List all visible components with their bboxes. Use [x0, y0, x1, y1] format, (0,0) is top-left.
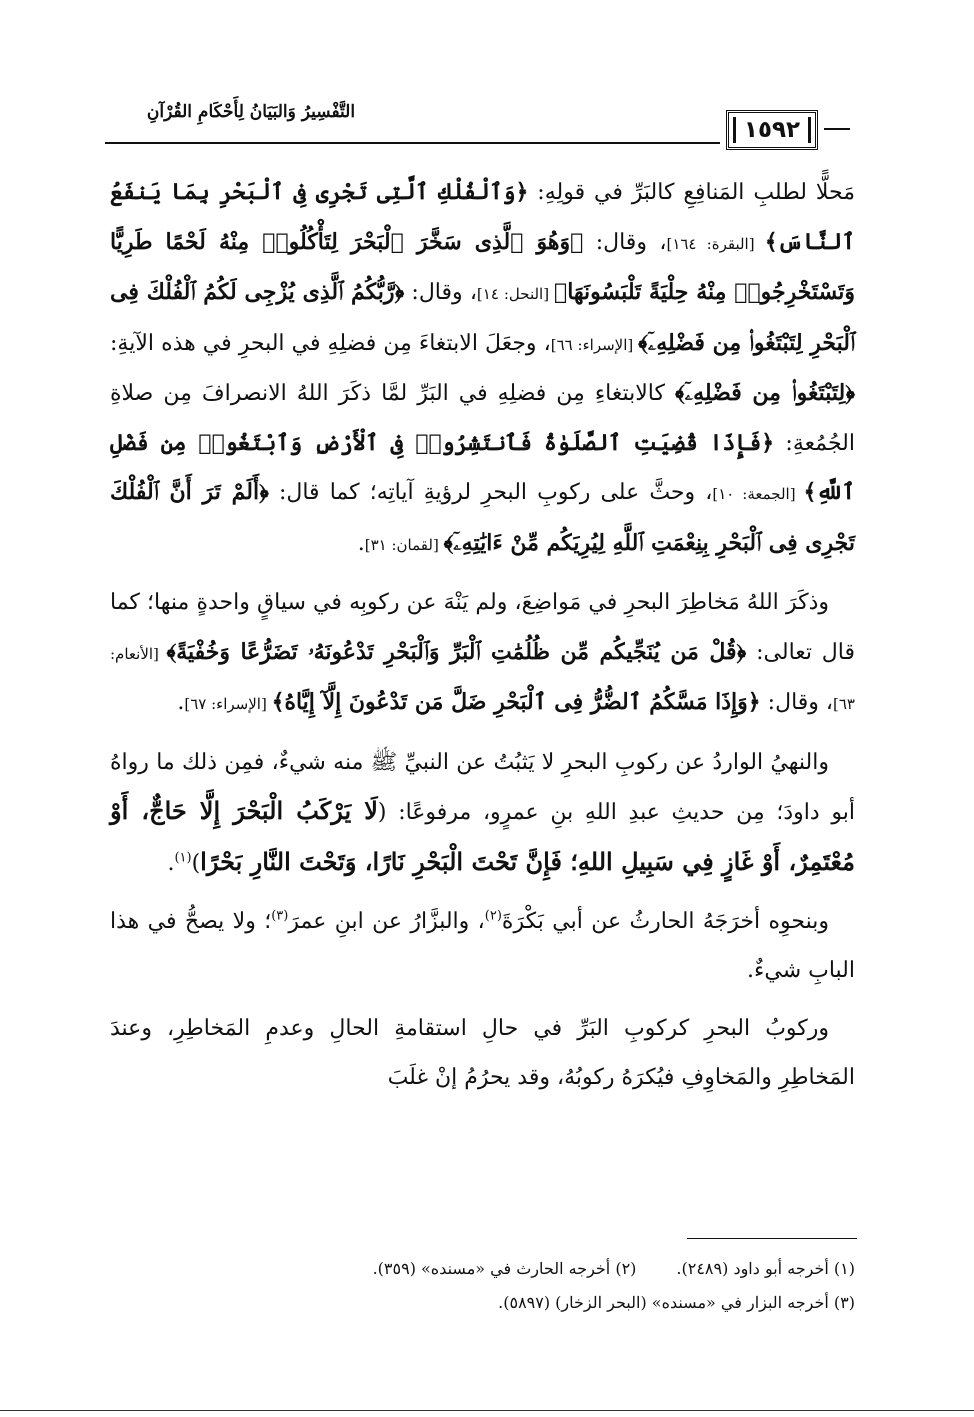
verse-reference: [لقمان: ٣١]: [364, 535, 444, 554]
page-bottom-border: [0, 1410, 974, 1411]
body-text: ، وجعَلَ الابتغاءَ مِن فضلِهِ في البحرِ في هذه الآيةِ:: [110, 330, 551, 356]
hadith-text: لَا يَرْكَبُ الْبَحْرَ إِلَّا حَاجٌّ، أَوْ مُعْتَمِرٌ، أَوْ غَازٍ فِي سَبِيلِ اللهِ؛ فَإِنَّ تَحْتَ الْبَحْرِ نَارًا، وَتَحْتَ النَّارِ بَحْرًا: [110, 796, 855, 876]
header-rule: [105, 142, 720, 144]
footnote-3: (٣) أخرجه البزار في «مسنده» (البحر الزخار) (٥٨٩٧).: [498, 1293, 855, 1312]
quran-verse: ﴿لِتَبْتَغُوا۟ مِن فَضْلِهِۦٓ﴾: [674, 380, 856, 406]
body-text: .: [177, 690, 185, 715]
footnotes: [110, 1252, 855, 1320]
verse-reference: [النحل: ١٤]: [476, 285, 555, 303]
footnote-marker: (٢): [484, 908, 502, 924]
body-text: .: [167, 850, 175, 876]
footnote-marker: (٣): [271, 908, 289, 924]
verse-reference: [الأنعام: ٦٣]: [110, 644, 855, 713]
verse-reference: [البقرة: ١٦٤]: [666, 234, 765, 253]
body-text: وبنحوِه أخرَجَهُ الحارثُ عن أبي بَكْرَةَ: [501, 909, 829, 934]
body-text: مَحلًّا لطلبِ المَنافِعِ كالبَرِّ في قولِهِ:: [528, 180, 855, 205]
paragraph: [110, 1005, 855, 1102]
body-text: وذكَرَ اللهُ مَخاطِرَ البحرِ في مَواضِعَ، ولم يَنْهَ عن ركوبِه في سياقٍ واحدةٍ منها؛ كما قال تعالى:: [110, 590, 856, 665]
body-text: ، والبزَّارُ عن ابنِ عمرَ: [288, 909, 485, 934]
body-text: ): [191, 850, 201, 876]
header-dash: [824, 128, 850, 130]
footnote-1: (١) أخرجه أبو داود (٢٤٨٩).: [676, 1259, 855, 1278]
page-number: ١٥٩٢: [726, 110, 818, 150]
body-text: .: [357, 530, 365, 556]
body-text: والنهيُ الواردُ عن ركوبِ البحرِ لا يَثبُتُ عن النبيِّ ﷺ منه شيءٌ، فمِن ذلك ما رواهُ أبو داودَ؛ مِن حديثِ عبدِ اللهِ بنِ عمرٍو، مرفوعًا: (: [110, 749, 855, 825]
quran-verse: ﴿وَإِذَا مَسَّكُمُ ٱلضُّرُّ فِى ٱلْبَحْرِ ضَلَّ مَن تَدْعُونَ إِلَّآ إِيَّاهُ﴾: [271, 689, 761, 715]
paragraph: [110, 739, 855, 889]
body-text: ؛ ولا يصحُّ في هذا البابِ شيءٌ.: [110, 909, 855, 983]
verse-reference: [الإسراء: ٦٧]: [184, 695, 272, 713]
quran-verse: ﴿قُلْ مَن يُنَجِّيكُم مِّن ظُلُمَٰتِ ٱلْبَرِّ وَٱلْبَحْرِ تَدْعُونَهُۥ تَضَرُّعًا وَخُفْيَةً﴾: [166, 638, 747, 665]
footnote-separator: [687, 1238, 857, 1239]
verse-reference: [الإسراء: ٦٦]: [550, 335, 639, 354]
footnote-2: (٢) أخرجه الحارث في «مسنده» (٣٥٩).: [372, 1259, 637, 1278]
quran-verse: ﴿وَٱلْفُلْكِ ٱلَّتِى تَجْرِى فِى ٱلْبَحْرِ بِمَا يَنفَعُ ٱلنَّاسَ﴾: [110, 179, 855, 255]
paragraph: [110, 898, 855, 995]
body-text: ، وقال:: [760, 690, 834, 715]
quran-verse: ﴿أَلَمْ تَرَ أَنَّ ٱلْفُلْكَ تَجْرِى فِى ٱلْبَحْرِ بِنِعْمَتِ ٱللَّهِ لِيُرِيَكُم مِّنْ ءَايَٰتِهِۦٓ﴾: [110, 479, 855, 556]
quran-verse: ﴿وَهُوَ ٱلَّذِى سَخَّرَ ٱلْبَحْرَ لِتَأْكُلُوا۟ مِنْهُ لَحْمًا طَرِيًّا وَتَسْتَخْرِجُوا۟ مِنْهُ حِلْيَةً تَلْبَسُونَهَا﴾: [110, 228, 855, 305]
footnote-marker: (١): [174, 850, 192, 866]
body-text: ، وقال:: [583, 229, 667, 255]
body-text: ، وحثَّ على ركوبِ البحرِ لرؤيةِ آياتِه؛ كما قال:: [268, 480, 713, 505]
page-header: [105, 96, 850, 156]
body-text: كالابتغاءِ مِن فضلِهِ في البَرِّ لمَّا ذكَرَ اللهُ الانصرافَ مِن صلاةِ الجُمُعةِ:: [110, 381, 855, 456]
paragraph: [110, 168, 855, 569]
verse-reference: [الجمعة: ١٠]: [712, 485, 804, 503]
body-text: وركوبُ البحرِ كركوبِ البَرِّ في حالِ استقامةِ الحالِ وعدمِ المَخاطِرِ، وعندَ المَخاطِرِ والمَخاوِفِ فيُكرَهُ ركوبُهُ، وقد يحرُمُ إنْ غلَبَ: [110, 1016, 855, 1090]
main-text: [110, 168, 855, 1102]
quran-verse: ﴿رَّبُّكُمُ ٱلَّذِى يُزْجِى لَكُمُ ٱلْفُلْكَ فِى ٱلْبَحْرِ لِتَبْتَغُوا۟ مِن فَضْلِهِۦٓ﴾: [110, 279, 855, 356]
quran-verse: ﴿فَإِذَا قُضِيَتِ ٱلصَّلَوٰةُ فَٱنتَشِرُوا۟ فِى ٱلْأَرْضِ وَٱبْتَغُوا۟ مِن فَضْلِ ٱللَّهِ﴾: [110, 429, 856, 505]
book-title: التَّفْسِيرُ وَالبَيَانُ لِأَحْكَامِ القُرْآنِ: [146, 102, 356, 122]
body-text: ، وقال:: [404, 280, 477, 305]
paragraph: [110, 579, 855, 729]
